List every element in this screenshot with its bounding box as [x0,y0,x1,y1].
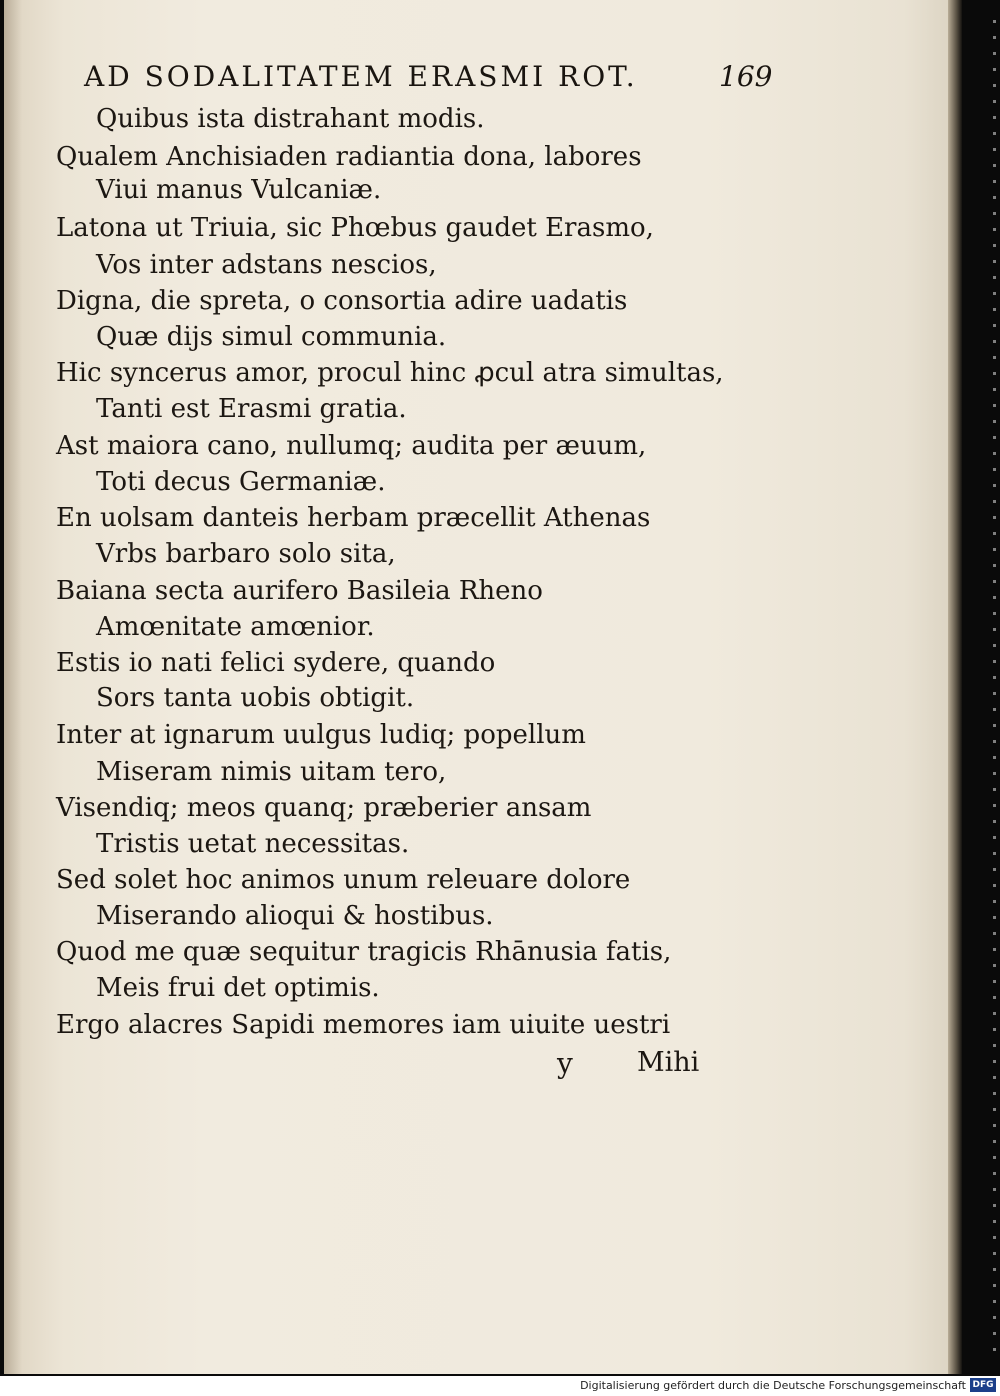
signature-mark: y [557,1047,573,1080]
catchword: Mihi [637,1047,700,1078]
poem-line: Toti decus Germaniæ. [96,467,386,497]
poem-line: Estis io nati felici sydere, quando [56,648,496,678]
catchword-line [4,1047,948,1083]
running-head: AD SODALITATEM ERASMI ROT. [84,60,638,93]
poem-line: Sors tanta uobis obtigit. [96,683,415,713]
page-header [84,60,784,100]
poem-line: Miserando alioqui & hostibus. [96,901,494,931]
poem-line: Ast maiora cano, nullumq; audita per æuum, [56,431,647,461]
page-edge [948,0,962,1374]
poem-line: Viui manus Vulcaniæ. [96,175,382,205]
poem-line: Hic syncerus amor, procul hinc ꝓcul atra simultas, [56,358,724,388]
poem-line: Quibus ista distrahant modis. [96,104,485,134]
page-number: 169 [719,60,773,93]
poem-line: Vrbs barbaro solo sita, [96,539,396,569]
poem-line: Latona ut Triuia, sic Phœbus gaudet Erasmo, [56,213,654,243]
poem-line: Visendiq; meos quanq; præberier ansam [56,793,592,823]
poem-line: Tanti est Erasmi gratia. [96,394,407,424]
gutter-shadow [4,0,22,1374]
poem-line: Ergo alacres Sapidi memores iam uiuite uestri [56,1010,671,1040]
poem-line: Qualem Anchisiaden radiantia dona, labores [56,142,642,172]
dfg-logo: DFG [970,1378,996,1392]
poem-line: Amœnitate amœnior. [96,612,375,642]
poem-line: Sed solet hoc animos unum releuare dolore [56,865,631,895]
book-page [4,0,948,1374]
footer-credit: Digitalisierung gefördert durch die Deutsche Forschungsgemeinschaft [580,1379,966,1392]
poem-line: Miseram nimis uitam tero, [96,757,447,787]
poem-line: Quæ dijs simul communia. [96,322,447,352]
poem-line: Digna, die spreta, o consortia adire uadatis [56,286,628,316]
poem-line: Baiana secta aurifero Basileia Rheno [56,576,543,606]
poem-line: Quod me quæ sequitur tragicis Rhānusia fatis, [56,937,672,967]
poem-line: Meis frui det optimis. [96,973,380,1003]
poem-line: En uolsam danteis herbam præcellit Athenas [56,503,651,533]
scan-border-dots [993,20,996,1360]
poem-line: Inter at ignarum uulgus ludiq; popellum [56,720,586,750]
poem-line: Vos inter adstans nescios, [96,250,437,280]
poem-line: Tristis uetat necessitas. [96,829,410,859]
